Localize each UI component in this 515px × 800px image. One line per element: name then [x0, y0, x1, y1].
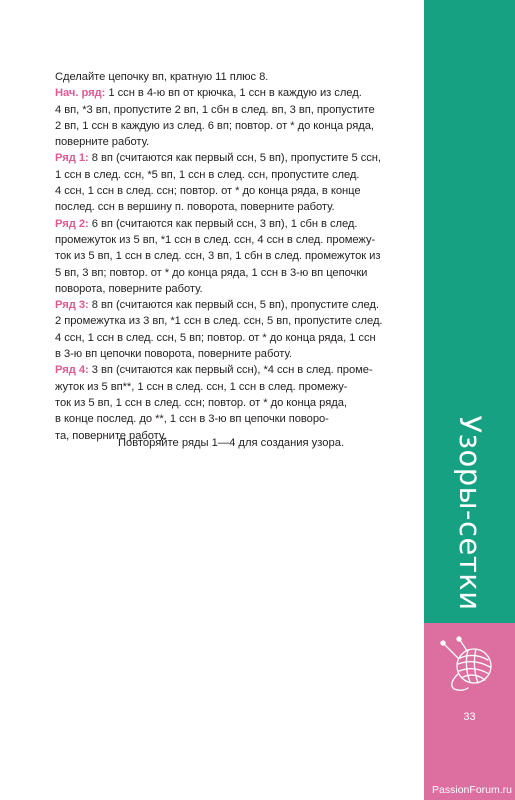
row-3: [55, 297, 407, 362]
row-label: Ряд 4:: [55, 364, 89, 377]
row-line: 2 вп, 1 ссн в каждую из след. 6 вп; повтор. от * до конца ряда,: [55, 119, 374, 132]
row-line: 3 вп (считаются как первый ссн), *4 ссн в след. проме-: [88, 364, 373, 377]
yarn-ball-with-needles-icon: [438, 634, 500, 694]
row-line: 8 вп (считаются как первый ссн, 5 вп), пропустите 5 ссн,: [88, 152, 381, 165]
section-title: Узоры-сетки: [452, 415, 487, 611]
sidebar-pink-panel: [424, 623, 515, 800]
row-line: жуток из 5 вп**, 1 ссн в след. ссн, 1 ссн в след. промежу-: [55, 380, 348, 393]
row-line: 1 ссн в след. ссн, *5 вп, 1 ссн в след. ссн, пропустите след.: [55, 168, 360, 181]
row-line: промежуток из 5 вп, *1 ссн в след. ссн, 4 ссн в след. промежу-: [55, 233, 376, 246]
row-line: 8 вп (считаются как первый ссн, 5 вп), пропустите след.: [88, 299, 379, 312]
row-label: Ряд 1:: [55, 152, 89, 165]
row-1: [55, 150, 407, 215]
row-2: [55, 216, 407, 297]
section-title-container: [424, 403, 515, 623]
row-4: [55, 362, 407, 443]
row-label: Ряд 3:: [55, 299, 89, 312]
row-line: 1 ссн в 4-ю вп от крючка, 1 ссн в каждую из след.: [105, 87, 362, 100]
row-line: ток из 5 вп, 1 ссн в след. ссн, 3 вп, 1 сбн в след. промежуток из: [55, 250, 381, 263]
row-start: [55, 85, 407, 150]
page-number: 33: [463, 711, 476, 723]
row-line: 4 ссн, 1 ссн в след. ссн; повтор. от * до конца ряда, в конце: [55, 185, 361, 198]
row-line: поверните работу.: [55, 136, 150, 149]
row-line: послед. ссн в вершину п. поворота, поверните работу.: [55, 201, 335, 214]
watermark-text: PassionForum.ru: [432, 784, 512, 796]
row-line: 5 вп, 3 вп; повтор. от * до конца ряда, 1 ссн в 3-ю вп цепочки: [55, 266, 368, 279]
row-line: в конце послед. до **, 1 ссн в 3-ю вп цепочки поворо-: [55, 413, 329, 426]
instructions-block: [55, 69, 407, 444]
row-line: 6 вп (считаются как первый ссн, 3 вп), 1 сбн в след.: [88, 217, 358, 230]
row-line: поворота, поверните работу.: [55, 282, 203, 295]
row-line: в 3-ю вп цепочки поворота, поверните работу.: [55, 348, 292, 361]
row-label: Ряд 2:: [55, 217, 89, 230]
row-line: та, поверните работу.: [55, 429, 167, 442]
row-label: Нач. ряд:: [55, 87, 106, 100]
row-line: 4 вп, *3 вп, пропустите 2 вп, 1 сбн в след. вп, 3 вп, пропустите: [55, 103, 375, 116]
row-line: ток из 5 вп, 1 ссн в след. ссн; повтор. от * до конца ряда,: [55, 396, 347, 409]
row-line: 4 ссн, 1 ссн в след. ссн, 5 вп; повтор. от * до конца ряда, 1 ссн: [55, 331, 376, 344]
intro-text: Сделайте цепочку вп, кратную 11 плюс 8.: [55, 71, 269, 83]
repeat-note: Повторяйте ряды 1—4 для создания узора.: [117, 437, 345, 449]
row-line: 2 промежутка из 3 вп, *1 ссн в след. ссн, 5 вп, пропустите след.: [55, 315, 383, 328]
